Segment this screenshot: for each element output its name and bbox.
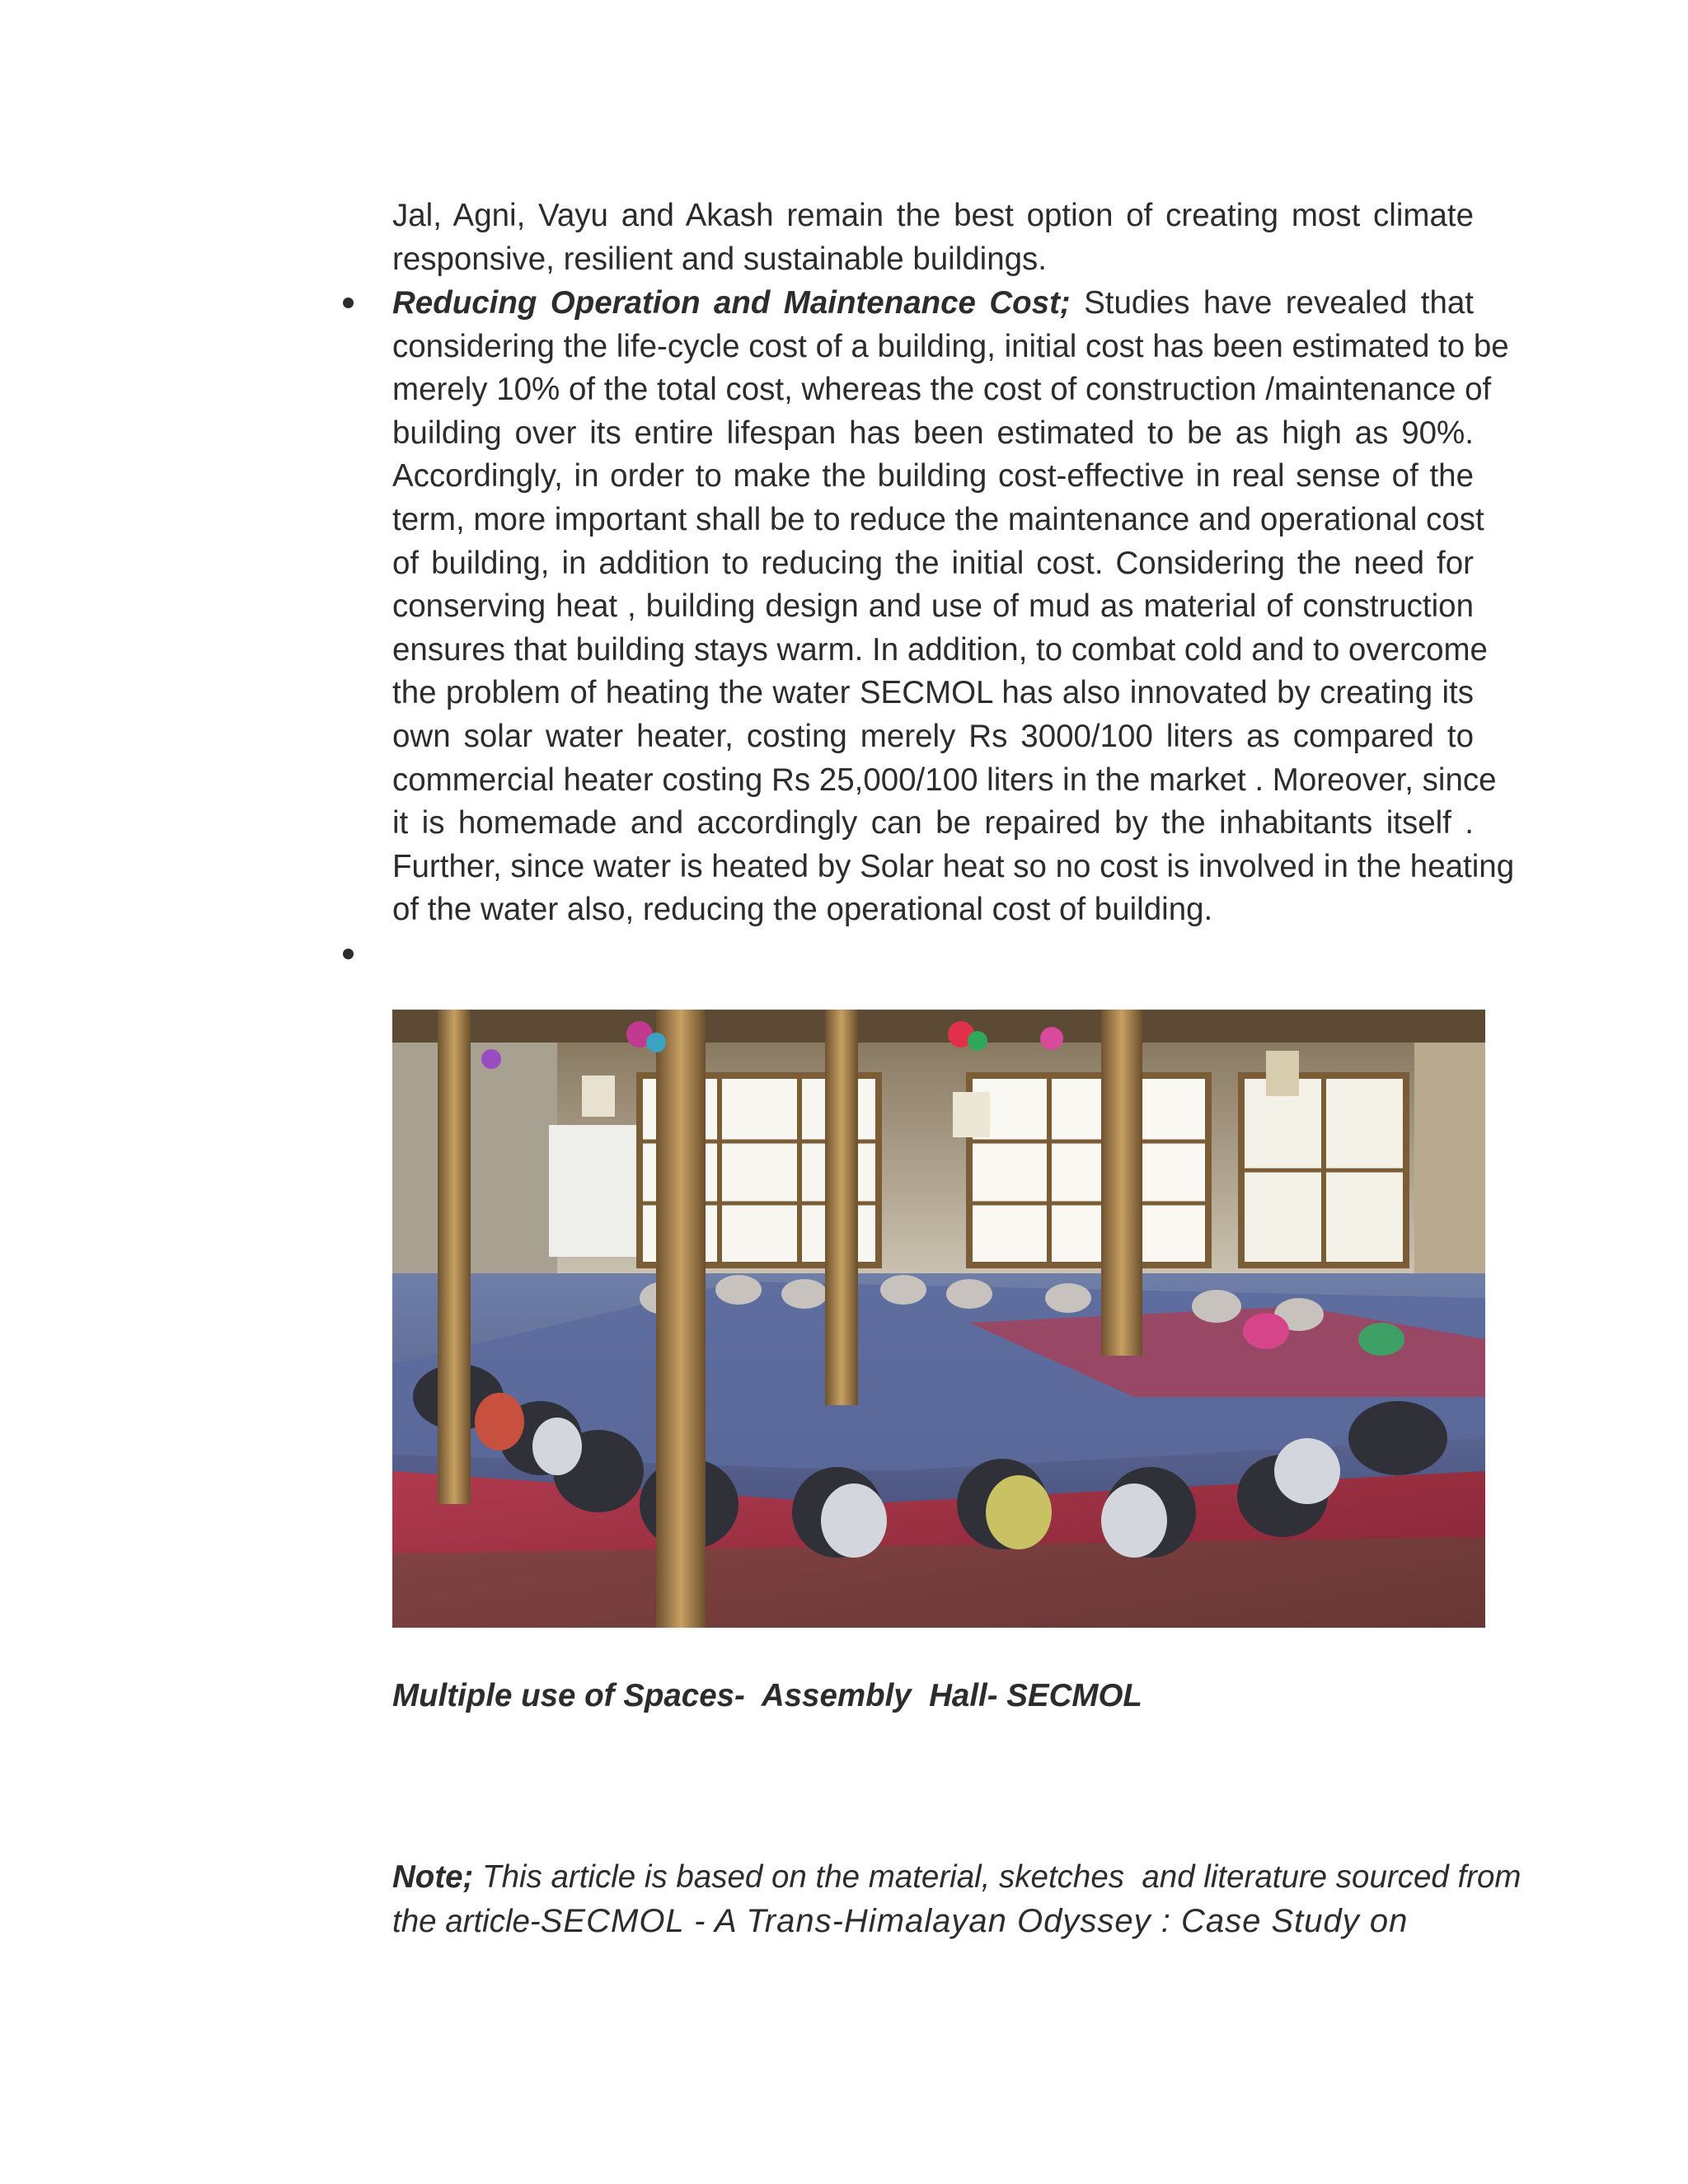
maintenance-first-line-rest: Studies have revealed that <box>1070 285 1474 321</box>
bullet-point <box>343 298 354 308</box>
maintenance-line: of the water also, reducing the operational cost of building. <box>392 892 1213 928</box>
empty-bullet-point <box>343 949 354 959</box>
maintenance-line: the problem of heating the water SECMOL has also innovated by creating its <box>392 675 1474 711</box>
note-line-2 <box>392 1900 1474 1944</box>
maintenance-line: ensures that building stays warm. In addition, to combat cold and to overcome <box>392 631 1488 668</box>
maintenance-heading: Reducing Operation and Maintenance Cost; <box>392 285 1071 321</box>
maintenance-line: conserving heat , building design and use of mud as material of construction <box>392 588 1474 625</box>
intro-line-2: responsive, resilient and sustainable buildings. <box>392 241 1048 277</box>
source-note <box>392 1856 1522 1943</box>
maintenance-line: own solar water heater, costing merely Rs 3000/100 liters as compared to <box>392 718 1474 754</box>
note-line-1 <box>392 1856 1522 1900</box>
maintenance-line: considering the life-cycle cost of a building, initial cost has been estimated to be <box>392 328 1509 364</box>
article-title: SECMOL - A Trans-Himalayan Odyssey : Case Study on <box>540 1902 1409 1939</box>
maintenance-line: it is homemade and accordingly can be repaired by the inhabitants itself . <box>392 805 1474 841</box>
note-line2-prefix: the article- <box>392 1903 541 1939</box>
maintenance-line: merely 10% of the total cost, whereas the cost of construction /maintenance of <box>392 372 1492 408</box>
intro-paragraph <box>392 194 1474 281</box>
note-label: Note; <box>392 1859 474 1895</box>
maintenance-paragraph <box>392 282 1515 932</box>
maintenance-line: Accordingly, in order to make the building cost-effective in real sense of the <box>392 458 1474 494</box>
note-line1-text: This article is based on the material, sketches and literature sourced from <box>473 1859 1522 1895</box>
maintenance-line: building over its entire lifespan has been estimated to be as high as 90%. <box>392 415 1474 451</box>
assembly-hall-photo <box>392 1010 1485 1628</box>
maintenance-line: term, more important shall be to reduce the maintenance and operational cost <box>392 501 1484 537</box>
maintenance-line: commercial heater costing Rs 25,000/100 liters in the market . Moreover, since <box>392 762 1497 798</box>
maintenance-first-line <box>392 282 1474 326</box>
maintenance-line: Further, since water is heated by Solar heat so no cost is involved in the heating <box>392 848 1515 884</box>
photo-caption: Multiple use of Spaces- Assembly Hall- SECMOL <box>392 1678 1142 1713</box>
maintenance-line: of building, in addition to reducing the initial cost. Considering the need for <box>392 545 1474 581</box>
intro-line-1: Jal, Agni, Vayu and Akash remain the best option of creating most climate <box>392 198 1474 233</box>
